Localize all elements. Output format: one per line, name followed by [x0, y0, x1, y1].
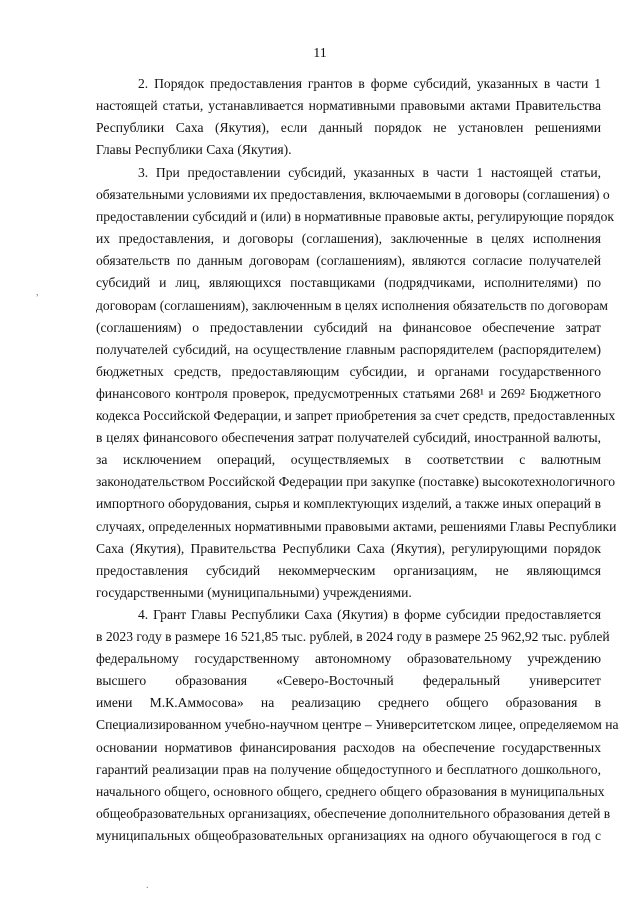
text-line: Главы Республики Саха (Якутия).	[96, 142, 292, 158]
text-line: предоставления субсидий некоммерческим организациям, не являющимся	[96, 562, 601, 578]
text-line: субсидий и лиц, являющихся поставщиками (подрядчиками, исполнителями) по	[96, 275, 601, 291]
paragraph-4	[96, 604, 619, 847]
text-line: государственными (муниципальными) учреждениями.	[96, 584, 412, 600]
text-line: финансового контроля проверок, предусмотренных статьями 268¹ и 269² Бюджетного	[96, 385, 601, 401]
text-line: 2. Порядок предоставления грантов в форме субсидий, указанных в части 1	[138, 76, 601, 91]
text-line: обязательными условиями их предоставления, включаемыми в договоры (соглашения) о	[96, 187, 610, 203]
text-line: настоящей статьи, устанавливается нормативными правовыми актами Правительства	[96, 98, 601, 114]
text-line: Республики Саха (Якутия), если данный порядок не установлен решениями	[96, 120, 601, 136]
text-line: муниципальных общеобразовательных организациях на одного обучающегося в год с	[96, 827, 601, 843]
text-line: Саха (Якутия), Правительства Республики Саха (Якутия), регулирующими порядок	[96, 540, 601, 556]
text-line: основании нормативов финансирования расходов на обеспечение государственных	[96, 739, 601, 755]
text-line: бюджетных средств, предоставляющим субсидии, и органами государственного	[96, 363, 601, 379]
text-line: кодекса Российской Федерации, и запрет приобретения за счет средств, предоставленных	[96, 408, 616, 424]
text-line: имени М.К.Аммосова» на реализацию среднего общего образования в	[96, 695, 601, 711]
text-line: высшего образования «Северо-Восточный федеральный университет	[96, 673, 601, 689]
text-line: начального общего, основного общего, среднего общего образования в муниципальных	[96, 783, 605, 799]
text-line: 3. При предоставлении субсидий, указанных в части 1 настоящей статьи,	[138, 165, 601, 180]
text-line: законодательством Российской Федерации при закупке (поставке) высокотехнологичного	[96, 474, 616, 490]
text-line: в целях финансового обеспечения затрат получателей субсидий, иностранной валюты,	[96, 430, 601, 446]
paragraph-3	[96, 162, 617, 604]
margin-mark: ,	[36, 287, 39, 298]
paragraph-2	[96, 73, 601, 161]
text-line: (соглашениям) о предоставлении субсидий на финансовое обеспечение затрат	[96, 319, 601, 335]
text-line: федеральному государственному автономному образовательному учреждению	[96, 651, 601, 667]
text-line: гарантий реализации прав на получение общедоступного и бесплатного дошкольного,	[96, 761, 601, 777]
text-line: предоставлении субсидий и (или) в нормативные правовые акты, регулирующие порядок	[96, 209, 614, 225]
text-line: 4. Грант Главы Республики Саха (Якутия) в форме субсидии предоставляется	[138, 607, 601, 622]
text-line: в 2023 году в размере 16 521,85 тыс. рублей, в 2024 году в размере 25 962,92 тыс. рублей	[96, 629, 610, 645]
text-line: импортного оборудования, сырья и комплектующих изделий, а также иных операций в	[96, 496, 601, 512]
margin-mark: .	[146, 880, 149, 891]
text-line: обязательств по данным договорам (соглашениям), являются согласие получателей	[96, 253, 601, 269]
text-line: за исключением операций, осуществляемых в соответствии с валютным	[96, 452, 601, 468]
text-line: их предоставления, и договоры (соглашения), заключенные в целях исполнения	[96, 231, 601, 247]
text-line: получателей субсидий, на осуществление главным распорядителем (распорядителем)	[96, 341, 601, 357]
text-line: Специализированном учебно-научном центре – Университетском лицее, определяемом на	[96, 717, 619, 733]
text-line: общеобразовательных организациях, обеспечение дополнительного образования детей в	[96, 805, 611, 821]
text-line: договорам (соглашениям), заключенным в целях исполнения обязательств по договорам	[96, 297, 609, 313]
text-line: случаях, определенных нормативными правовыми актами, решениями Главы Республики	[96, 518, 617, 534]
page-number: 11	[313, 46, 327, 61]
